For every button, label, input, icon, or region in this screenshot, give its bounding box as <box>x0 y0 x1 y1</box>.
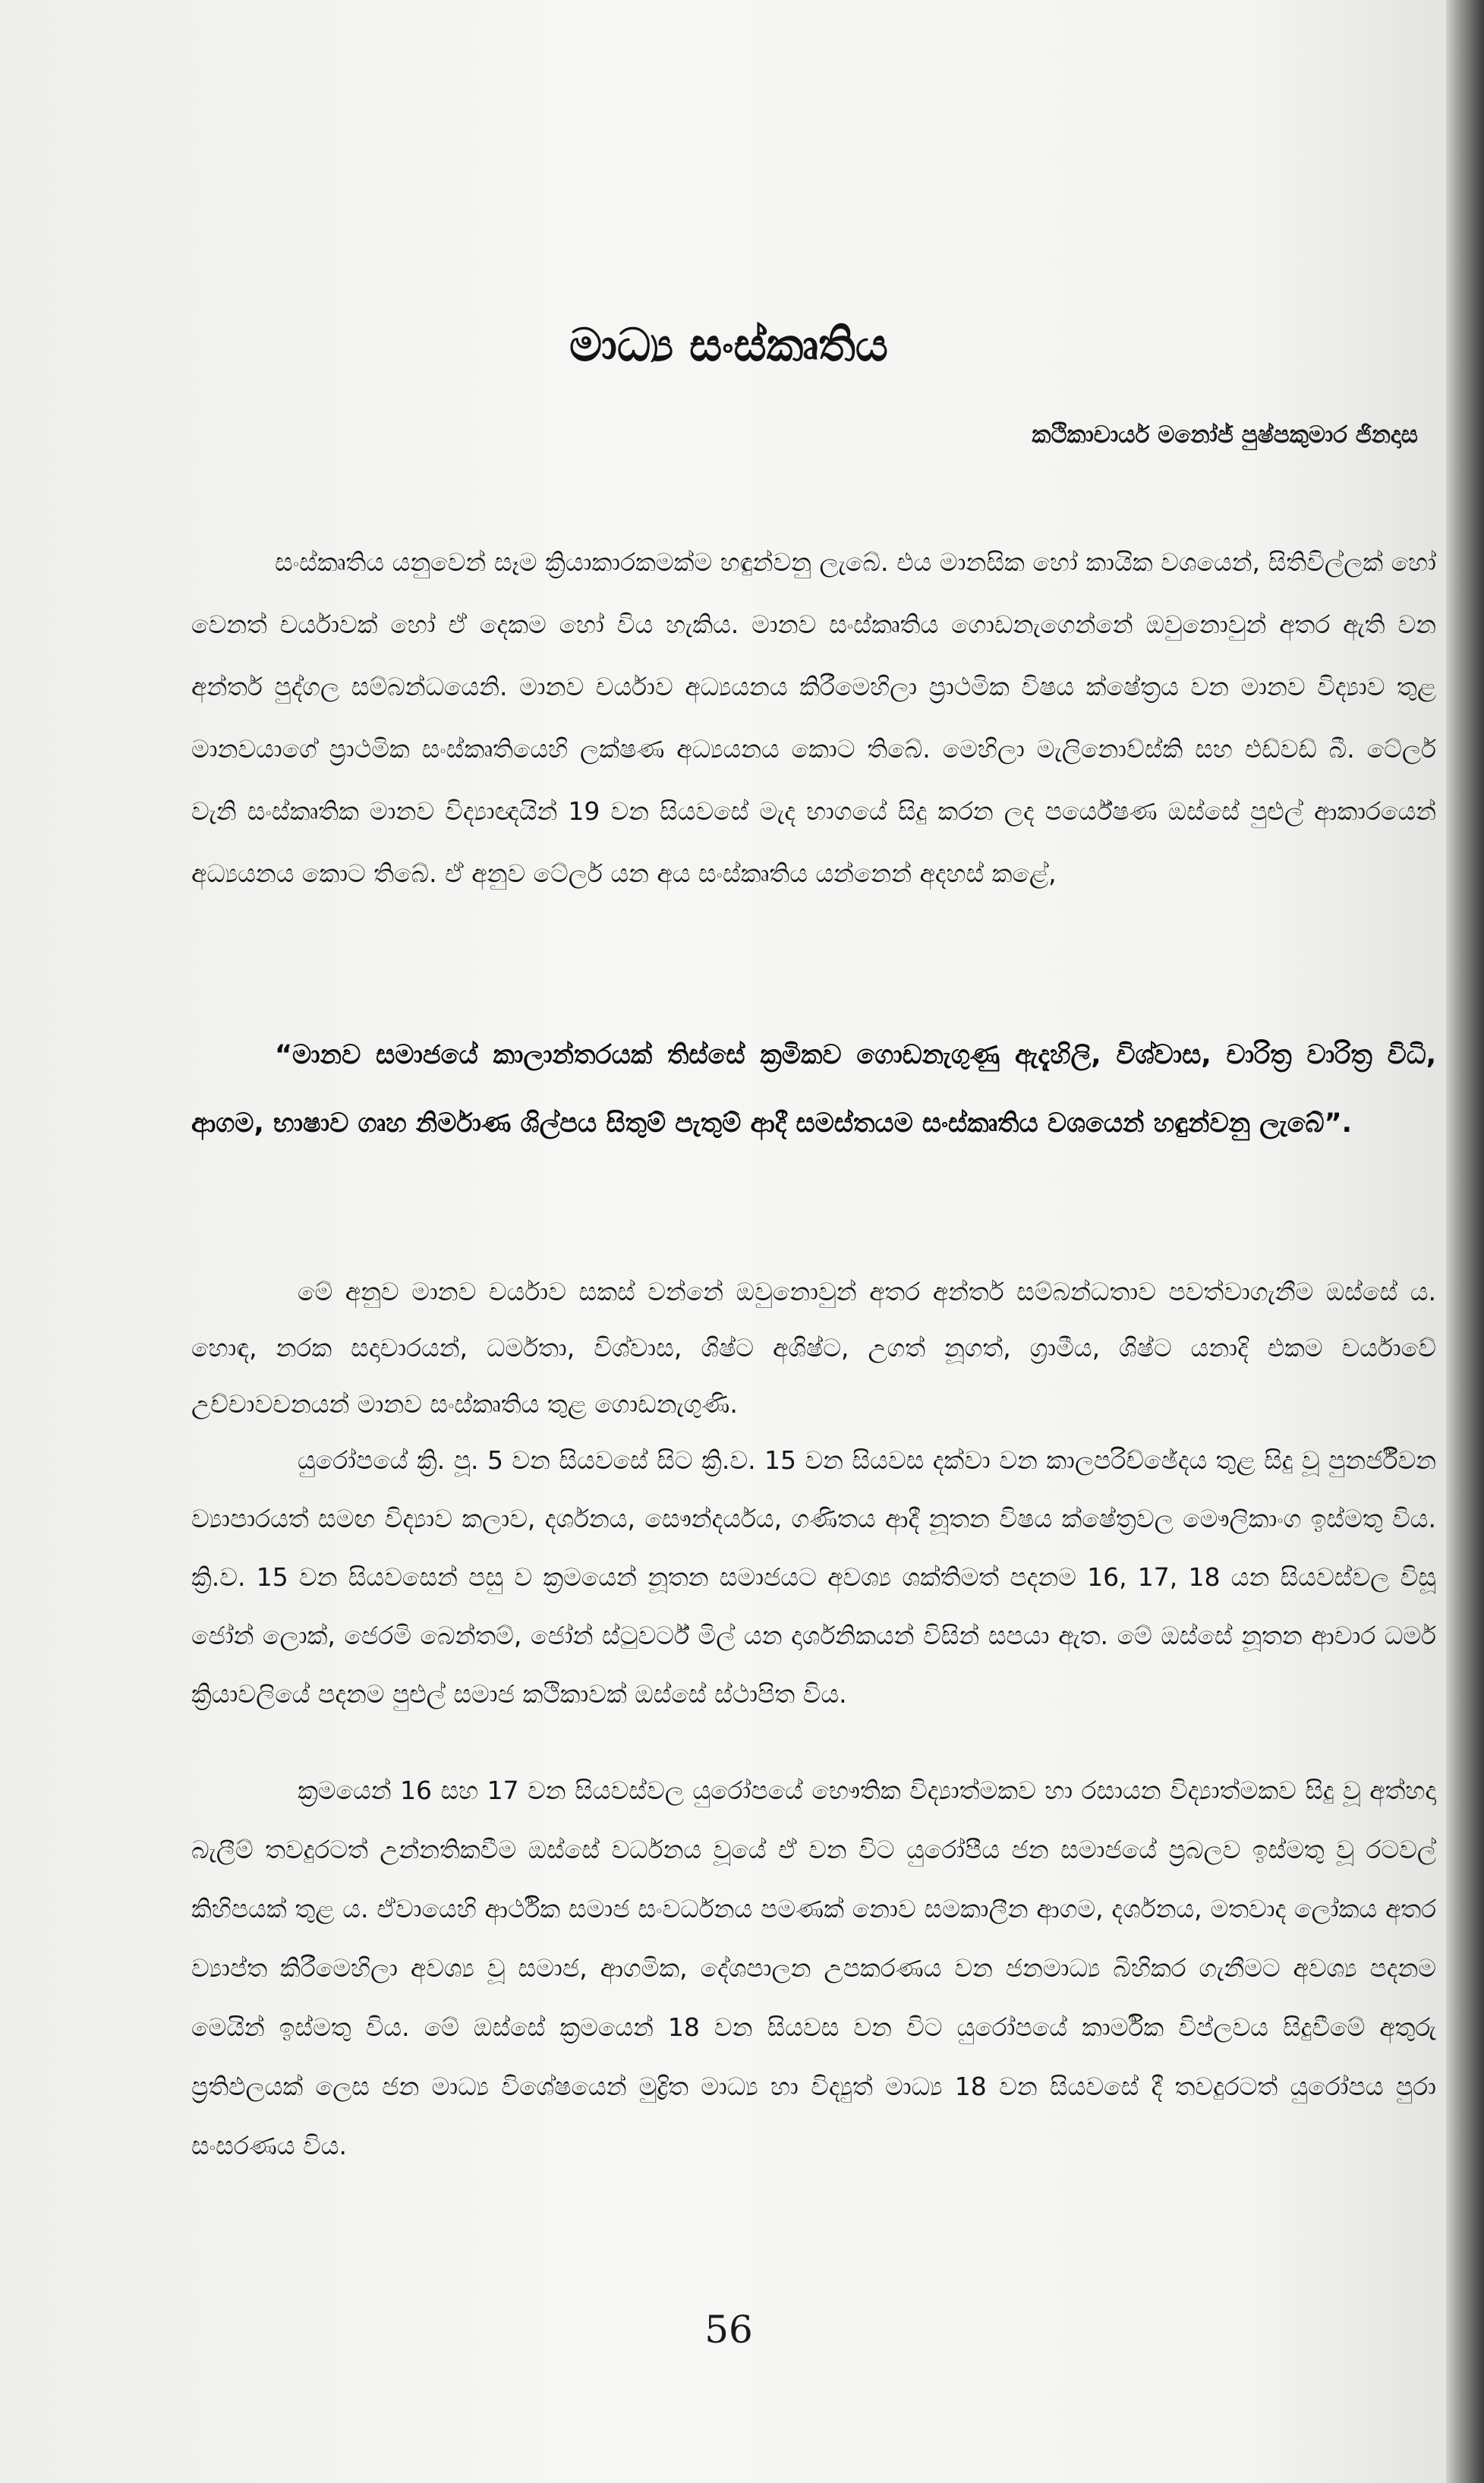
page-title: මාධ්‍ය සංස්කෘතිය <box>569 319 888 372</box>
paragraph-human-behaviour: මේ අනුව මානව චර්යාව සකස් වන්නේ ඔවුනොවුන් අතර අන්තර් සම්බන්ධතාව පවත්වාගැනීම ඔස්සේ ය. හොඳ, නරක සදාචාරයන්, ධර්මතා, විශ්වාස, ශිෂ්ට අශිෂ්ට, උගත් නූගත්, ග්‍රාමීය, ශිෂ්ට යනාදි එකම චර්යාවේ උච්චාවචනයන් මානව සංස්කෘතිය තුළ ගොඩනැගුණි. <box>191 1277 1436 1419</box>
definition-quote: “මානව සමාජයේ කාලාන්තරයක් තිස්සේ ක්‍රමිකව ගොඩනැගුණු ඇදැහිලි, විශ්වාස, චාරිත්‍ර වාරිත්‍ර විධි, ආගම, භාෂාව ගෘහ නිර්මාණ ශිල්පය සිතුම් පැතුම් ආදී සමස්තයම සංස්කෘතිය වශයෙන් හඳුන්වනු ලැබේ”. <box>191 1040 1436 1139</box>
paragraph-intro: සංස්කෘතිය යනුවෙන් සෑම ක්‍රියාකාරකමක්ම හඳුන්වනු ලැබේ. එය මානසික හෝ කායික වශයෙන්, සිතිවිල්ලක් හෝ වෙනත් චර්යාවක් හෝ ඒ දෙකම හෝ විය හැකිය. මානව සංස්කෘතිය ගොඩනැගෙන්නේ ඔවුනොවුන් අතර ඇති වන අන්තර් පුද්ගල සම්බන්ධයෙනි. මානව චර්යාව අධ්‍යයනය කිරීමෙහිලා ප්‍රාථමික විෂය ක්ෂේත්‍රය වන මානව විද්‍යාව තුළ මානවයාගේ ප්‍රාථමික සංස්කෘතියෙහි ලක්ෂණ අධ්‍යයනය කොට තිබේ. මෙහිලා මැලිනොව්ස්කි සහ එඩ්වඩ් බී. ටේලර් වැනි සංස්කෘතික මානව විද්‍යාඥයින් 19 වන සියවසේ මැද භාගයේ සිදු කරන ලද පර්යේෂණ ඔස්සේ පුළුල් ආකාරයෙන් අධ්‍යයනය කොට තිබේ. ඒ අනුව ටේලර් යන අය සංස්කෘතිය යන්නෙන් අදහස් කළේ, <box>191 547 1437 888</box>
author-line: කථිකාචාර්ය මනෝජ් පුෂ්පකුමාර ජිනදාස <box>1032 421 1418 449</box>
page-number: 56 <box>704 2308 753 2352</box>
paragraph-industrial-revolution: ක්‍රමයෙන් 16 සහ 17 වන සියවස්වල යුරෝපයේ භෞතික විද්‍යාත්මකව හා රසායන විද්‍යාත්මකව සිදු වූ අත්හදා බැලීම් තවදුරටත් උන්නතිකවීම ඔස්සේ වර්ධනය වූයේ ඒ වන විට යුරෝපීය ජන සමාජයේ ප්‍රබලව ඉස්මතු වූ රටවල් කිහිපයක් තුළ ය. ඒවායෙහි ආර්ථික සමාජ සංවර්ධනය පමණක් නොව සමකාලීන ආගම, දර්ශනය, මතවාද ලෝකය අතර ව්‍යාප්ත කිරීමෙහිලා අවශ්‍ය වූ සමාජ, ආගමික, දේශපාලන උපකරණය වන ජනමාධ්‍ය බිහිකර ගැනීමට අවශ්‍ය පදනම මෙයින් ඉස්මතු විය. මේ ඔස්සේ ක්‍රමයෙන් 18 වන සියවස වන විට යුරෝපයේ කාර්මික විප්ලවය සිදුවීමේ අතුරු ප්‍රතිඵලයක් ලෙස ජන මාධ්‍ය විශේෂයෙන් මුද්‍රිත මාධ්‍ය හා විද්‍යුත් මාධ්‍ය 18 වන සියවසේ දී තවදුරටත් යුරෝපය පුරා සංසරණය විය. <box>191 1776 1436 2160</box>
paragraph-renaissance: යුරෝපයේ ක්‍රි. පූ. 5 වන සියවසේ සිට ක්‍රි.ව. 15 වන සියවස දක්වා වන කාලපරිච්ඡේදය තුළ සිදු වූ පුනර්ජීවන ව්‍යාපාරයත් සමඟ විද්‍යාව කලාව, දර්ශනය, සෞන්දර්යය, ගණිතය ආදී නූතන විෂය ක්ෂේත්‍රවල මෞලිකාංග ඉස්මතු විය. ක්‍රි.ව. 15 වන සියවසෙන් පසු ව ක්‍රමයෙන් නූතන සමාජයට අවශ්‍ය ශක්තිමත් පදනම 16, 17, 18 යන සියවස්වල විසූ ජෝන් ලොක්, ජෙරමි බෙන්තම්, ජෝන් ස්ටුවර්ට් මිල් යන දාර්ශනිකයන් විසින් සපයා ඇත. මේ ඔස්සේ නූතන ආචාර ධර්ම ක්‍රියාවලියේ පදනම පුළුල් සමාජ කථිකාවක් ඔස්සේ ස්ථාපිත විය. <box>191 1445 1436 1709</box>
book-spine-edge <box>1446 0 1484 2483</box>
